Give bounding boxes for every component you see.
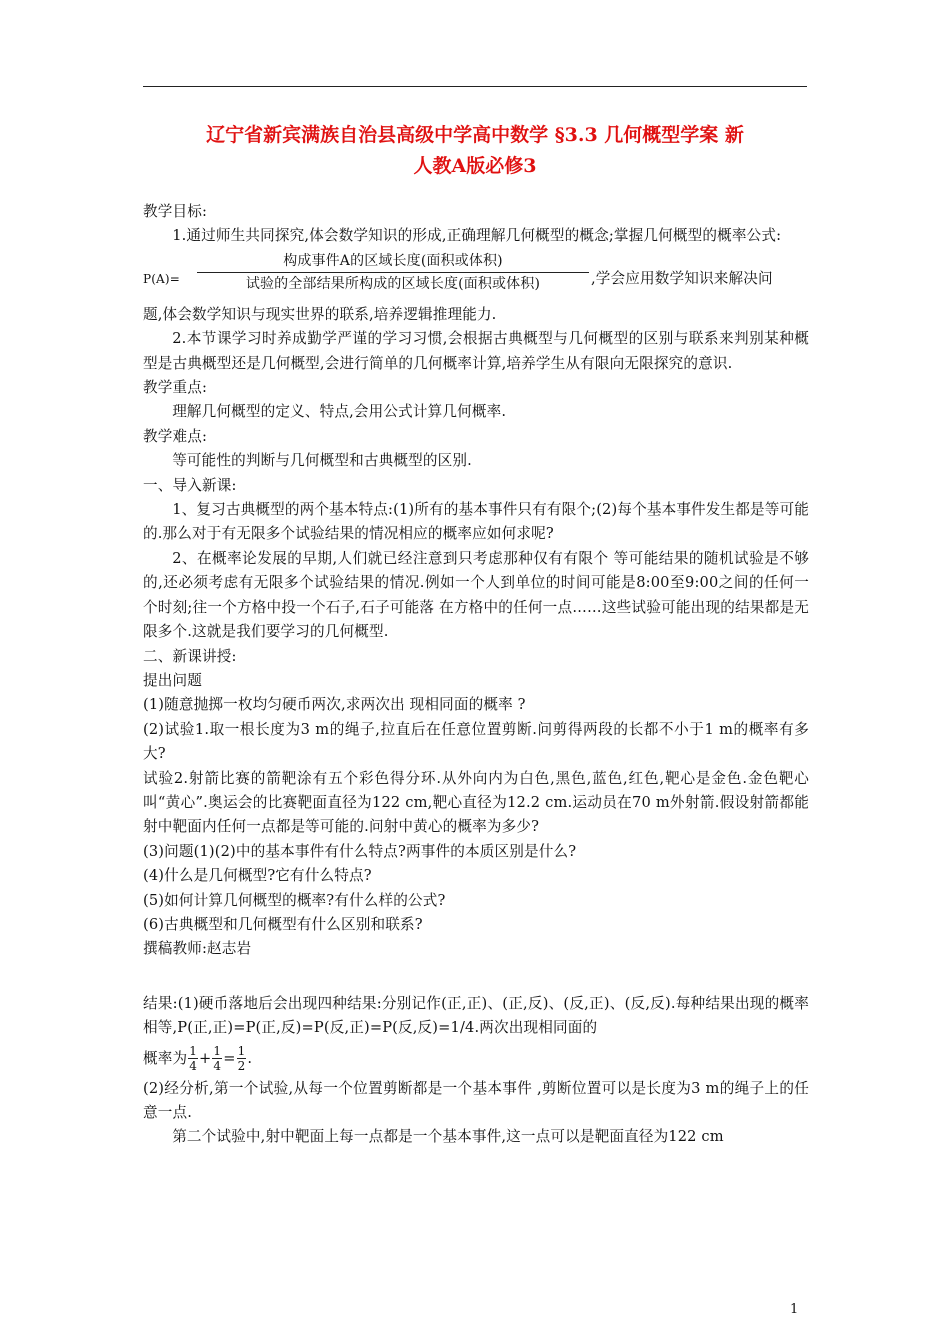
goal-item-1-continued: 题,体会数学知识与现实世界的联系,培养逻辑推理能力. [143, 305, 497, 323]
header-rule [143, 86, 807, 87]
document-title [143, 120, 807, 182]
equals-sign: = [223, 1049, 236, 1067]
result-1-prefix: 概率为 [143, 1049, 188, 1067]
document-body [143, 200, 809, 1150]
question-6: (6)古典概型和几何概型有什么区别和联系? [143, 915, 423, 933]
title-line-1: 辽宁省新宾满族自治县高级中学高中数学 §3.3 几何概型学案 新 [206, 124, 744, 146]
lecture-subheading: 提出问题 [143, 671, 202, 689]
plus-sign: + [199, 1049, 212, 1067]
formula-tail: ,学会应用数学知识来解决问 [591, 269, 773, 287]
key-heading: 教学重点: [143, 379, 208, 397]
fraction-one-half [237, 1044, 247, 1073]
denominator: 4 [213, 1059, 222, 1074]
result-3: 第二个试验中,射中靶面上每一点都是一个基本事件,这一点可以是靶面直径为122 cm [172, 1128, 724, 1146]
question-4: (4)什么是几何概型?它有什么特点? [143, 867, 372, 885]
key-text: 理解几何概型的定义、特点,会用公式计算几何概率. [172, 403, 507, 421]
question-5: (5)如何计算几何概型的概率?有什么样的公式? [143, 891, 446, 909]
period: . [247, 1049, 253, 1067]
formula-numerator: 构成事件A的区域长度(面积或体积) [283, 252, 503, 269]
goal-item-2: 2.本节课学习时养成勤学严谨的学习习惯,会根据古典概型与几何概型的区别与联系来判别某种概型是古典概型还是几何概型,会进行简单的几何概率计算,培养学生从有限向无限探究的意识. [143, 330, 809, 372]
intro-paragraph-2: 2、在概率论发展的早期,人们就已经注意到只考虑那种仅有有限个 等可能结果的随机试验是不够的,还必须考虑有无限多个试验结果的情况.例如一个人到单位的时间可能是8:00至9:00之间的任何一个时刻;往一个方格中投一个石子,石子可能落 在方格中的任何一点……这些试验可能出现的结果都是无限多个.这就是我们要学习的几何概型. [143, 549, 809, 641]
page-number: 1 [790, 1302, 799, 1317]
denominator: 2 [237, 1059, 246, 1074]
fraction-one-quarter-a [188, 1044, 198, 1073]
numerator: 1 [237, 1044, 246, 1059]
probability-formula [143, 251, 809, 303]
difficulty-text: 等可能性的判断与几何概型和古典概型的区别. [172, 452, 472, 470]
result-1-equation [143, 1041, 809, 1077]
numerator: 1 [189, 1044, 198, 1059]
spacer [143, 962, 809, 992]
formula-fraction [197, 251, 589, 295]
formula-denominator: 试验的全部结果所构成的区域长度(面积或体积) [245, 275, 541, 292]
denominator: 4 [189, 1059, 198, 1074]
intro-heading: 一、导入新课: [143, 476, 237, 494]
result-2: (2)经分析,第一个试验,从每一个位置剪断都是一个基本事件 ,剪断位置可以是长度为3 m的绳子上的任意一点. [143, 1079, 809, 1121]
goal-item-1: 1.通过师生共同探究,体会数学知识的形成,正确理解几何概型的概念;掌握几何概型的概率公式: [172, 227, 782, 245]
fraction-one-quarter-b [212, 1044, 222, 1073]
difficulty-heading: 教学难点: [143, 427, 208, 445]
result-1: 结果:(1)硬币落地后会出现四种结果:分别记作(正,正)、(正,反)、(反,正)、(反,反).每种结果出现的概率相等,P(正,正)=P(正,反)=P(反,正)=P(反,反)=1/4.两次出现相同面的 [143, 994, 809, 1037]
question-3: (3)问题(1)(2)中的基本事件有什么特点?两事件的本质区别是什么? [143, 842, 577, 860]
author-line: 撰稿教师:赵志岩 [143, 940, 252, 958]
question-2-experiment-2: 试验2.射箭比赛的箭靶涂有五个彩色得分环.从外向内为白色,黑色,蓝色,红色,靶心是金色.金色靶心叫“黄心”.奥运会的比赛靶面直径为122 cm,靶心直径为12.2 cm.运动员在70 m外射箭.假设射箭都能射中靶面内任何一点都是等可能的.问射中黄心的概率为多少? [143, 769, 809, 836]
question-1: (1)随意抛掷一枚均匀硬币两次,求两次出 现相同面的概率 ? [143, 696, 526, 714]
question-2: (2)试验1.取一根长度为3 m的绳子,拉直后在任意位置剪断.问剪得两段的长都不小于1 m的概率有多大? [143, 720, 809, 763]
title-line-2: 人教A版必修3 [413, 155, 537, 177]
numerator: 1 [213, 1044, 222, 1059]
lecture-heading: 二、新课讲授: [143, 647, 237, 665]
formula-lhs: P(A)= [143, 271, 180, 286]
goals-heading: 教学目标: [143, 203, 208, 220]
intro-paragraph-1: 1、复习古典概型的两个基本特点:(1)所有的基本事件只有有限个;(2)每个基本事件发生都是等可能的.那么对于有无限多个试验结果的情况相应的概率应如何求呢? [143, 501, 810, 543]
